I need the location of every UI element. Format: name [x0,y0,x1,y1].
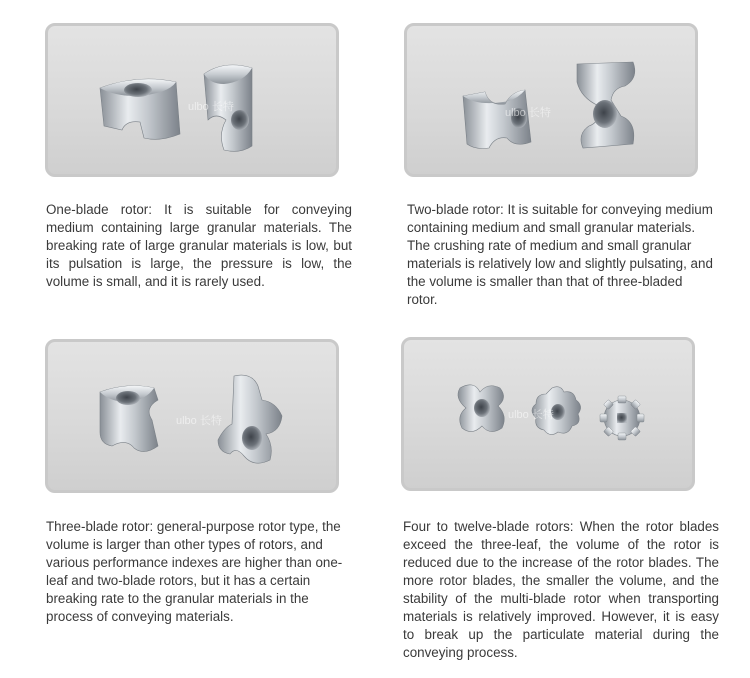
one-blade-rotor-image [45,23,339,177]
two-blade-rotor-image [404,23,698,177]
three-blade-rotor-piece-right [218,375,282,463]
four-blade-rotor-piece [458,385,504,432]
three-blade-rotor-piece-left [100,386,158,452]
watermark-text: ulbo 长特 [176,415,222,427]
two-blade-rotor-piece-left [463,90,531,149]
multi-blade-rotor-description: Four to twelve-blade rotors: When the rotor blades exceed the three-leaf, the volume of the rotor is reduced due to the increase of the rotor blades. The more rotor blades, the smaller the volume, and the stability of the multi-blade rotor when transporting materials is relatively improved. However, it is easy to break up the particulate material during the conveying process. [403,519,719,660]
watermark-text: ulbo 长特 [508,409,554,421]
two-blade-rotor-description: Two-blade rotor: It is suitable for conveying medium containing medium and small granular materials. The crushing rate of medium and small granular materials is relatively low and slightly pulsating, and the volume is smaller than that of three-bladed rotor. [407,202,713,307]
watermark-text: ulbo 长特 [188,101,234,113]
one-blade-rotor-piece-left [100,79,180,139]
watermark-text: ulbo 长特 [505,107,551,119]
three-blade-rotor-description: Three-blade rotor: general-purpose rotor type, the volume is larger than other types of rotors, and various performance indexes are higher than one-leaf and two-blade rotors, but it has a certain breaking rate to the granular materials in the process of conveying materials. [46,519,343,624]
two-blade-rotor-piece-right [577,62,635,148]
multi-blade-rotor-image [401,337,695,491]
three-blade-rotor-image [45,339,339,493]
twelve-blade-rotor-piece [600,396,644,440]
one-blade-rotor-description: One-blade rotor: It is suitable for conveying medium containing large granular materials. The breaking rate of large granular materials is low, but its pulsation is large, the pressure is low, the volume is small, and it is rarely used. [46,202,352,289]
